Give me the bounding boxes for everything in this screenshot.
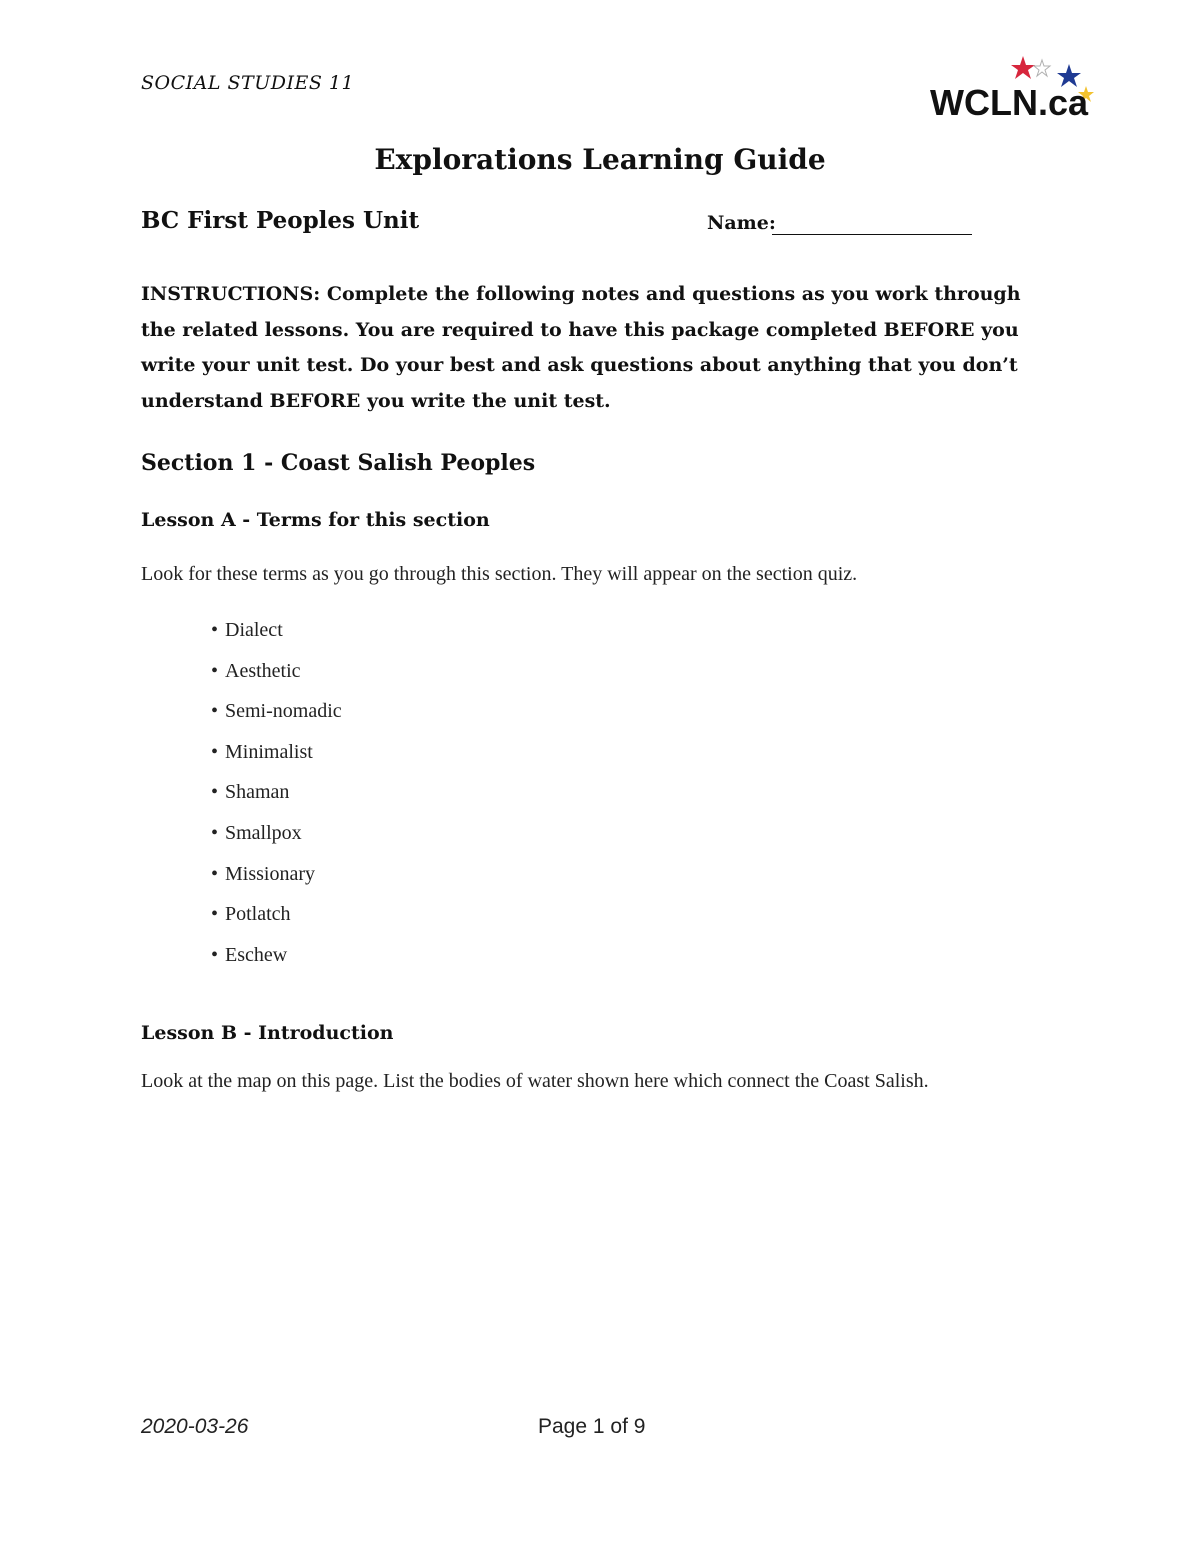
wcln-logo: [928, 52, 1098, 124]
bullet-icon: •: [211, 700, 219, 723]
section-heading: Section 1 - Coast Salish Peoples: [141, 450, 536, 476]
list-item: [211, 737, 342, 778]
footer-date: 2020-03-26: [141, 1415, 249, 1438]
bullet-icon: •: [211, 781, 219, 804]
list-item: [211, 777, 342, 818]
list-item: [211, 696, 342, 737]
white-star-icon: [1034, 60, 1050, 76]
unit-title: BC First Peoples Unit: [141, 207, 420, 234]
term-text: Shaman: [225, 781, 290, 804]
instructions-paragraph: INSTRUCTIONS: Complete the following notes and questions as you work through the related lessons. You are required to have this package completed BEFORE you write your unit test. Do your best and ask questions about anything that you don’t understand BEFORE you write the unit test.: [141, 283, 1021, 412]
list-item: [211, 899, 342, 940]
bullet-icon: •: [211, 903, 219, 926]
name-label: Name:: [707, 212, 776, 234]
terms-intro: Look for these terms as you go through this section. They will appear on the section quiz.: [141, 563, 858, 585]
terms-list: [211, 615, 342, 980]
bullet-icon: •: [211, 943, 219, 966]
bullet-icon: •: [211, 862, 219, 885]
red-star-icon: [1011, 56, 1035, 79]
bullet-icon: •: [211, 659, 219, 682]
term-text: Semi-nomadic: [225, 700, 342, 723]
list-item: [211, 656, 342, 697]
footer-page-number: Page 1 of 9: [538, 1415, 646, 1438]
bullet-icon: •: [211, 740, 219, 763]
unit-row: [141, 207, 981, 241]
logo-text: WCLN.ca: [930, 82, 1089, 123]
term-text: Dialect: [225, 619, 283, 641]
name-field-line[interactable]: [772, 234, 972, 235]
list-item: [211, 859, 342, 900]
page-title: Explorations Learning Guide: [374, 143, 826, 176]
bullet-icon: •: [211, 619, 219, 641]
course-header: SOCIAL STUDIES 11: [141, 72, 355, 94]
list-item: [211, 615, 342, 656]
term-text: Minimalist: [225, 740, 313, 763]
bullet-icon: •: [211, 821, 219, 844]
lesson-a-heading: Lesson A - Terms for this section: [141, 509, 490, 531]
term-text: Potlatch: [225, 903, 291, 926]
term-text: Aesthetic: [225, 659, 301, 682]
list-item: [211, 818, 342, 859]
term-text: Smallpox: [225, 821, 302, 844]
lesson-b-text: Look at the map on this page. List the bodies of water shown here which connect the Coast Salish.: [141, 1070, 929, 1092]
list-item: [211, 940, 342, 981]
term-text: Eschew: [225, 943, 288, 966]
lesson-b-heading: Lesson B - Introduction: [141, 1022, 394, 1044]
term-text: Missionary: [225, 862, 315, 885]
